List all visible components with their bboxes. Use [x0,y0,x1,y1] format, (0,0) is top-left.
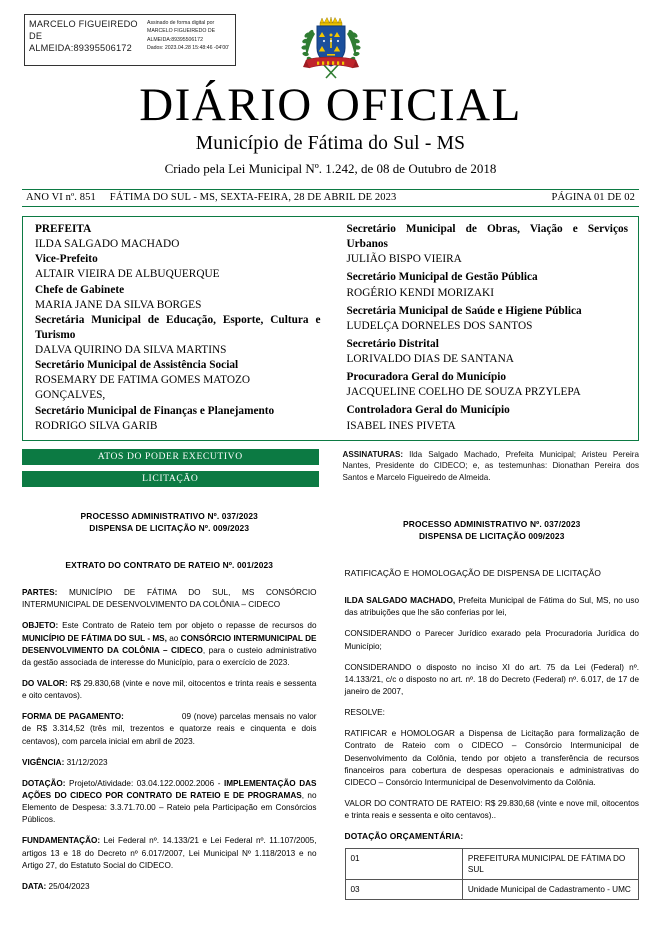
valor-paragraph [22,678,317,702]
signature-name-block [25,15,143,65]
banner-column-right [331,449,640,493]
table-row [345,849,639,880]
issue-place-date: FÁTIMA DO SUL - MS, SEXTA-FEIRA, 28 DE ABRIL DE 2023 [109,192,397,203]
partes-label: PARTES: [22,588,58,598]
left-processo-line-1: PROCESSO ADMINISTRATIVO Nº. 037/2023 [80,510,258,521]
official-name: MARIA JANE DA SILVA BORGES [35,298,202,311]
objeto-bold-2: CONSÓRCIO INTERMUNICIPAL DE DESENVOLVIMENTO DA COLÔNIA – CIDECO [22,633,317,655]
data-paragraph [22,881,317,893]
right-processo-line-1: PROCESSO ADMINISTRATIVO Nº. 037/2023 [403,518,581,529]
signature-name-line-3: ALMEIDA:89395506172 [29,43,132,54]
right-processo-heading [345,518,640,542]
banner-atos-poder-executivo: ATOS DO PODER EXECUTIVO [22,449,319,465]
objeto-bold-1: MUNICÍPIO DE FÁTIMA DO SUL - MS, [22,633,167,643]
ratificar-paragraph: RATIFICAR e HOMOLOGAR a Dispensa de Licitação para formalização de Contrato de Rateio com o CIDECO – Consórcio Intermunicipal de Desenvolvimento da Colônia, tendo por objeto a transferência de recursos financeiros para cobertura de despesas operacionais e administrativas do CIDECO – Consórcio Intermunicipal de Desenvolvimento da Colônia. [344,729,639,787]
vigencia-label: VIGÊNCIA: [22,757,65,767]
official-role: Secretário Municipal de Assistência Social [35,359,239,372]
official-name: RODRIGO SILVA GARIB [35,419,158,432]
column-left [22,497,331,902]
table-cell-description: Unidade Municipal de Cadastramento - UMC [462,880,638,899]
data-label: DATA: [22,881,47,891]
official-name: ILDA SALGADO MACHADO [35,238,180,251]
pagamento-label: FORMA DE PAGAMENTO: [22,712,124,722]
official-role: Controladora Geral do Município [346,404,510,417]
digital-signature-stamp [24,14,236,66]
issue-line [22,189,639,207]
data-text: 25/04/2023 [46,881,90,891]
objeto-label: OBJETO: [22,621,59,631]
resolve-paragraph: RESOLVE: [344,708,385,718]
officials-column-right [331,222,639,434]
ratificacao-title: RATIFICAÇÃO E HOMOLOGAÇÃO DE DISPENSA DE LICITAÇÃO [344,568,601,579]
fundamentacao-text: Lei Federal nº. 14.133/21 e Lei Federal nº. 11.107/2005, artigos 13 e 18 do Decreto nº 6.017/2007, Lei Municipal Nº 1.118/2013 e no Artigo 27, do Estatuto Social do CIDECO. [22,836,317,870]
official-role: Chefe de Gabinete [35,283,125,296]
dotacao-orcamentaria-table [345,848,640,899]
pagamento-text: 09 (nove) parcelas mensais no valor de R$ 3.314,52 (três mil, trezentos e quatorze reais e cinquenta e dois centavos), com parcela inicial em abril de 2023. [22,712,317,746]
official-name: LORIVALDO DIAS DE SANTANA [346,353,514,365]
official-role: Secretário Municipal de Finanças e Planejamento [35,404,275,417]
masthead-subtitle: Município de Fátima do Sul - MS [195,133,466,154]
signature-name-line-2: DE [29,31,43,42]
considerando-2-paragraph: CONSIDERANDO o disposto no inciso XI do art. 75 da Lei (Federal) nº. 14.133/21, c/c o disposto no art. nº. 18 do Decreto (Federal) nº. 6.017, de 17 de janeiro de 2007, [344,662,639,696]
extrato-title: EXTRATO DO CONTRATO DE RATEIO Nº. 001/2023 [65,560,274,571]
table-row [345,880,639,899]
signature-name-line-1: MARCELO FIGUEIREDO [29,19,138,29]
coat-of-arms-icon [298,14,364,86]
officials-box [22,216,639,441]
assinaturas-block [343,449,640,484]
table-cell-description: PREFEITURA MUNICIPAL DE FÁTIMA DO SUL [462,849,638,880]
assinaturas-text: Ilda Salgado Machado, Prefeita Municipal; Aristeu Pereira Nantes, Presidente do CIDECO; e, as testemunhas: Dionathan Pereira dos Santos e Marcelo Figueiredo de Almeida. [342,449,639,483]
right-processo-line-2: DISPENSA DE LICITAÇÃO 009/2023 [418,530,565,541]
official-name: ISABEL INES PIVETA [346,419,456,432]
vigencia-paragraph [22,757,317,769]
official-name: ROSEMARY DE FATIMA GOMES MATOZO GONÇALVES, [35,374,251,402]
banner-column-left [22,449,331,493]
prefeita-label: ILDA SALGADO MACHADO, [344,596,456,606]
considerando-1-paragraph: CONSIDERANDO o Parecer Jurídico exarado pela Procuradoria Jurídica do Município; [344,629,639,651]
valor-text: R$ 29.830,68 (vinte e nove mil, oitocentos e trinta reais e sessenta e oito centavos). [22,678,317,701]
assinaturas-label: ASSINATURAS: [342,449,404,459]
table-cell-code: 03 [345,880,462,899]
signature-detail-line-3: ALMEIDA:89395506172 [147,36,203,43]
pagamento-paragraph [22,711,317,747]
dotacao-text-2: , no Elemento de Despesa: 3.3.71.70.00 – Rateio pela Participação em Consórcios Públicos. [22,790,317,825]
official-role: PREFEITA [35,223,92,235]
official-name: ROGÉRIO KENDI MORIZAKI [346,286,494,299]
masthead-law-line: Criado pela Lei Municipal Nº. 1.242, de 08 de Outubro de 2018 [164,161,497,176]
objeto-text-2: ao [166,633,181,643]
valor-contrato-paragraph: VALOR DO CONTRATO DE RATEIO: R$ 29.830,68 (vinte e nove mil, oitocentos e trinta reais e sessenta e oito centavos).. [344,798,639,821]
dotacao-bold-1: IMPLEMENTAÇÃO DAS AÇÕES DO CIDECO POR CONTRATO DE RATEIO E DE PROGRAMAS [22,778,317,800]
column-right [331,497,640,902]
signature-detail-line-4: Dados: 2023.04.28 15:48:46 -04'00' [147,45,230,52]
banner-licitacao: LICITAÇÃO [22,471,319,487]
issue-page-number: PÁGINA 01 DE 02 [551,192,635,203]
partes-paragraph [22,587,317,611]
prefeita-text: Prefeita Municipal de Fátima do Sul, MS, no uso das atribuições que lhe são conferias por lei, [344,596,640,618]
banner-row [22,449,639,493]
valor-label: DO VALOR: [22,678,68,688]
objeto-paragraph [22,620,317,669]
official-role: Secretário Distrital [346,337,439,350]
dotacao-orcamentaria-title: DOTAÇÃO ORÇAMENTÁRIA: [344,831,464,842]
fundamentacao-paragraph [22,835,317,871]
prefeita-paragraph [345,595,640,619]
signature-detail-line-2: MARCELO FIGUEIREDO DE [147,28,216,35]
official-role: Vice-Prefeito [35,253,98,266]
official-name: ALTAIR VIEIRA DE ALBUQUERQUE [35,268,220,281]
official-name: JULIÃO BISPO VIEIRA [346,253,462,266]
official-role: Secretário Municipal de Obras, Viação e Serviços Urbanos [346,223,628,251]
dotacao-label: DOTAÇÃO: [22,778,66,788]
issue-ano: ANO VI nº. 851 [26,192,96,203]
dotacao-paragraph [22,778,317,827]
objeto-text-1: Este Contrato de Rateio tem por objeto o repasse de recursos do [58,621,317,631]
issue-left [26,192,396,203]
fundamentacao-label: FUNDAMENTAÇÃO: [22,836,101,846]
partes-text: MUNICÍPIO DE FÁTIMA DO SUL, MS CONSÓRCIO INTERMUNICIPAL DE DESENVOLVIMENTO DA COLÔNIA – CIDECO [22,588,317,610]
objeto-text-3: , para o custeio administrativo da gestão associada de interesse do Município, para o exercício de 2023. [22,645,317,667]
official-name: LUDELÇA DORNELES DOS SANTOS [346,319,533,332]
content-columns [22,497,639,902]
page-title: DIÁRIO OFICIAL [139,79,522,131]
officials-column-left [23,222,331,434]
left-processo-heading [22,510,317,534]
signature-detail-block [143,15,235,65]
left-processo-line-2: DISPENSA DE LICITAÇÃO Nº. 009/2023 [89,522,250,533]
official-name: JACQUELINE COELHO DE SOUZA PRZYLEPA [346,386,581,399]
dotacao-text-1: Projeto/Atividade: 03.04.122.0002.2006 - [65,778,224,788]
official-name: DALVA QUIRINO DA SILVA MARTINS [35,344,227,356]
official-role: Secretária Municipal de Saúde e Higiene Pública [346,304,582,317]
official-role: Procuradora Geral do Município [346,371,507,384]
official-role: Secretário Municipal de Gestão Pública [346,271,538,284]
signature-detail-line-1: Assinado de forma digital por [147,20,215,26]
vigencia-text: 31/12/2023 [64,757,108,767]
official-role: Secretária Municipal de Educação, Esporte, Cultura e Turismo [35,313,321,341]
table-cell-code: 01 [345,849,462,880]
